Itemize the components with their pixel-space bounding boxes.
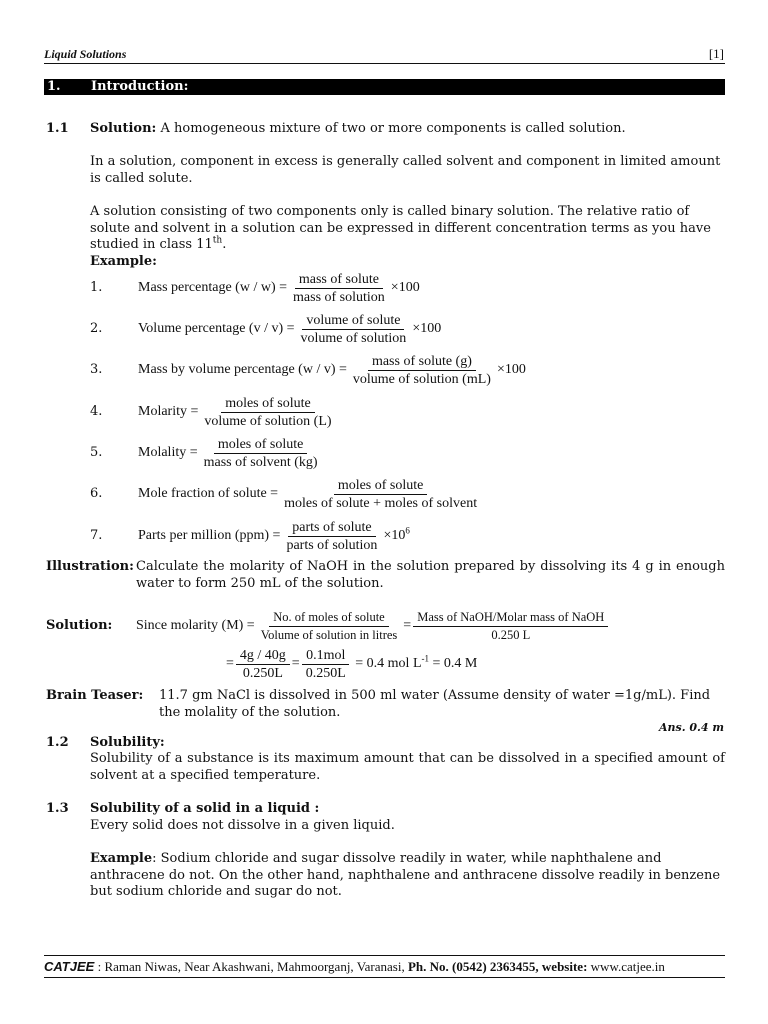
molarity-result	[352, 653, 478, 673]
formula-multiplier: ×100	[390, 279, 420, 295]
fraction-denominator: parts of solution	[286, 537, 378, 553]
fraction-denominator: moles of solute + moles of solvent	[284, 495, 478, 511]
formula-tail	[412, 321, 441, 338]
formula-fraction	[282, 519, 381, 554]
footer-address: : Raman Niwas, Near Akashwani, Mahmoorganj, Varanasi,	[94, 959, 408, 974]
solid-in-liquid-title: Solubility of a solid in a liquid :	[90, 801, 320, 816]
formula-expression	[138, 271, 420, 306]
fraction-numerator: mass of solute (g)	[368, 353, 476, 371]
fraction-grams	[236, 647, 290, 682]
illustration-label: Illustration:	[46, 559, 134, 574]
fraction-denominator: volume of solution	[300, 330, 407, 346]
formula-fraction	[297, 312, 411, 347]
solid-in-liquid-example	[90, 851, 725, 901]
fraction-numerator: volume of solute	[302, 312, 404, 330]
fraction-numerator: parts of solute	[288, 519, 375, 537]
formula-lhs: Volume percentage (v / v) =	[138, 320, 295, 336]
formula-number: 6.	[90, 485, 103, 501]
molarity-lead: Since molarity (M) =	[136, 617, 255, 633]
formula-expression	[138, 477, 483, 512]
fraction-numerator: moles of solute	[214, 436, 308, 454]
formula-row	[90, 477, 483, 511]
formula-tail	[383, 525, 410, 545]
section-title: Introduction:	[91, 79, 189, 94]
formula-expression	[138, 519, 410, 554]
solubility-title: Solubility:	[90, 735, 165, 750]
footer-rule-top	[44, 955, 725, 956]
fraction-denominator: volume of solution (mL)	[352, 371, 491, 387]
formula-tail	[391, 280, 420, 297]
solution-line-1	[136, 608, 610, 644]
binary-solution-end: .	[222, 237, 227, 252]
formula-lhs: Molality =	[138, 444, 198, 460]
formula-lhs: Mole fraction of solute =	[138, 485, 279, 501]
solid-in-liquid-text: Every solid does not dissolve in a given liquid.	[90, 818, 395, 833]
formula-multiplier: ×100	[412, 320, 442, 336]
illustration-text: Calculate the molarity of NaOH in the solution prepared by dissolving its 4 g in enough water to form 250 mL of the solution.	[136, 559, 725, 591]
formula-number: 1.	[90, 279, 103, 295]
formula-expression	[138, 353, 526, 388]
subsection-number-1-3: 1.3	[46, 801, 69, 816]
formula-number: 2.	[90, 320, 103, 336]
formula-fraction	[200, 395, 335, 430]
formula-number: 4.	[90, 403, 103, 419]
subsection-number-1-1: 1.1	[46, 121, 69, 136]
fraction-denominator: mass of solution	[293, 289, 385, 305]
brain-teaser-answer: Ans. 0.4 m	[659, 721, 724, 734]
formula-exponent: 6	[405, 525, 410, 536]
catjee-logo: CATJEE	[44, 959, 95, 974]
brain-teaser-text: 11.7 gm NaCl is dissolved in 500 ml water (Assume density of water =1g/mL). Find the molality of the solution.	[159, 688, 711, 720]
equals-sign: =	[291, 655, 300, 671]
footer	[44, 959, 665, 976]
fraction-numerator: mass of solute	[295, 271, 383, 289]
footer-rule-bottom	[44, 977, 725, 978]
solution-line-2	[226, 646, 477, 682]
solvent-solute-paragraph: In a solution, component in excess is generally called solvent and component in limited amount is called solute.	[90, 154, 721, 186]
formula-row	[90, 353, 526, 387]
formula-row	[90, 271, 420, 305]
fraction-denominator: 0.250L	[242, 665, 283, 681]
fraction-denominator: 0.250L	[305, 665, 346, 681]
equals-sign: =	[403, 617, 412, 633]
formula-row	[90, 519, 410, 553]
footer-website[interactable]: www.catjee.in	[590, 959, 665, 974]
running-header-title: Liquid Solutions	[44, 47, 127, 61]
binary-solution-paragraph	[90, 204, 725, 254]
formula-lhs: Mass by volume percentage (w / v) =	[138, 361, 347, 377]
result-value: = 0.4 mol L	[355, 655, 422, 671]
formula-number: 5.	[90, 444, 103, 460]
fraction-denominator: mass of solvent (kg)	[203, 454, 318, 470]
fraction-numerator: moles of solute	[221, 395, 315, 413]
formula-row	[90, 436, 324, 470]
th-superscript: th	[212, 235, 223, 246]
formula-lhs: Parts per million (ppm) =	[138, 527, 281, 543]
solid-in-liquid-example-text: : Sodium chloride and sugar dissolve readily in water, while naphthalene and anthracene do not. On the other hand, naphthalene and anthracene dissolve readily in benzene but sodium chloride and sugar do not.	[90, 851, 721, 899]
fraction-numerator: 4g / 40g	[236, 647, 290, 665]
formula-fraction	[200, 436, 322, 471]
fraction-numerator: Mass of NaOH/Molar mass of NaOH	[413, 609, 608, 627]
formula-row	[90, 395, 338, 429]
formula-expression	[138, 436, 324, 471]
footer-phone: Ph. No. (0542) 2363455, website:	[407, 959, 591, 974]
result-superscript: -1	[421, 653, 429, 664]
formula-fraction	[280, 477, 481, 512]
fraction-numerator: 0.1mol	[302, 647, 349, 665]
formula-lhs: Molarity =	[138, 403, 199, 419]
formula-fraction	[289, 271, 389, 306]
formula-fraction	[349, 353, 495, 388]
fraction-numerator: No. of moles of solute	[269, 609, 388, 627]
header-rule	[44, 63, 725, 64]
formula-expression	[138, 312, 441, 347]
formula-tail	[497, 362, 526, 379]
fraction-denominator: Volume of solution in litres	[260, 627, 398, 642]
fraction-moles-per-litre	[257, 609, 402, 644]
example-label-2: Example	[90, 851, 153, 866]
equals-sign: =	[226, 655, 234, 671]
section-number: 1.	[47, 79, 61, 94]
subsection-number-1-2: 1.2	[46, 735, 69, 750]
formula-expression	[138, 395, 338, 430]
binary-solution-text: A solution consisting of two components only is called binary solution. The relative ratio of solute and solvent in a solution can be expressed in different concentration terms as you have studied in class 11	[90, 204, 711, 252]
page-number: [1]	[708, 46, 724, 61]
solution-label: Solution:	[90, 121, 157, 136]
fraction-denominator: volume of solution (L)	[204, 413, 332, 429]
solution-definition-text: A homogeneous mixture of two or more components is called solution.	[160, 121, 626, 136]
fraction-mol	[302, 647, 350, 682]
formula-number: 3.	[90, 361, 103, 377]
solution-label-2: Solution:	[46, 618, 113, 633]
example-label: Example:	[90, 254, 157, 269]
section-header-bar	[44, 79, 725, 95]
formula-number: 7.	[90, 527, 103, 543]
solubility-text: Solubility of a substance is its maximum amount that can be dissolved in a specified amount of solvent at a specified temperature.	[90, 751, 725, 783]
fraction-mass-per-molar-mass	[413, 609, 608, 644]
brain-teaser-label: Brain Teaser:	[46, 688, 144, 703]
formula-lhs: Mass percentage (w / w) =	[138, 279, 288, 295]
formula-row	[90, 312, 441, 346]
fraction-numerator: moles of solute	[334, 477, 428, 495]
formula-multiplier: ×10	[383, 527, 406, 543]
solution-definition	[90, 121, 725, 138]
fraction-denominator: 0.250 L	[491, 627, 531, 642]
formula-multiplier: ×100	[496, 361, 526, 377]
result-value-m: = 0.4 M	[429, 655, 478, 671]
